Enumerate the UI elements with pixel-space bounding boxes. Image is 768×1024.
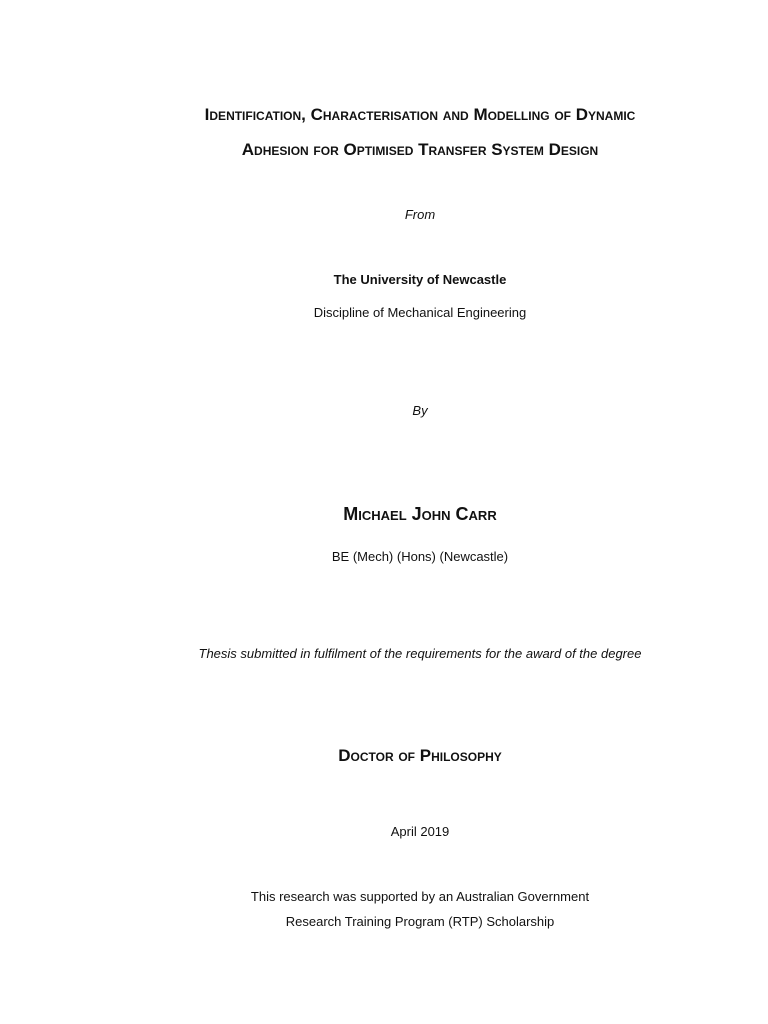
author-credentials: BE (Mech) (Hons) (Newcastle) xyxy=(331,549,509,564)
funding-statement-line-1: This research was supported by an Australian Government xyxy=(250,889,590,904)
degree-name: Doctor of Philosophy xyxy=(338,746,502,765)
submission-date: April 2019 xyxy=(390,824,450,839)
by-label: By xyxy=(412,403,428,418)
thesis-title-line-1: Identification, Characterisation and Modelling of Dynamic xyxy=(204,105,636,124)
thesis-title-line-2: Adhesion for Optimised Transfer System Design xyxy=(241,140,599,159)
from-label: From xyxy=(404,207,436,222)
author-name: Michael John Carr xyxy=(343,504,497,524)
submission-statement: Thesis submitted in fulfilment of the requirements for the award of the degree xyxy=(198,646,642,661)
funding-statement-line-2: Research Training Program (RTP) Scholarship xyxy=(285,914,555,929)
discipline-name: Discipline of Mechanical Engineering xyxy=(313,305,527,320)
university-name: The University of Newcastle xyxy=(333,272,507,287)
